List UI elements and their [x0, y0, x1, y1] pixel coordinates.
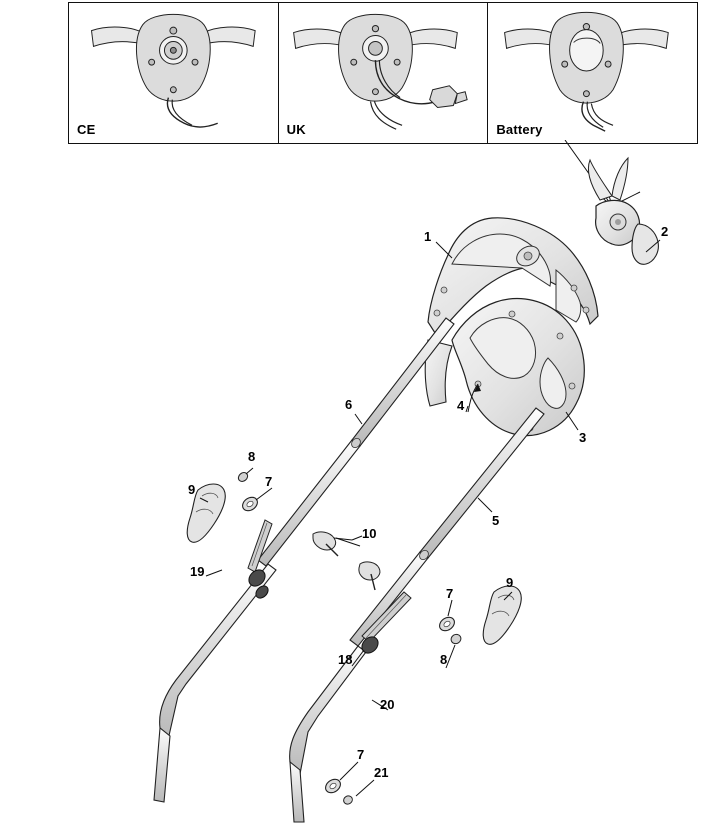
part-19-left-lower-tube [154, 564, 276, 802]
variant-strip [68, 2, 698, 144]
callout-20: 20 [380, 697, 395, 712]
callout-4: 4 [457, 398, 465, 413]
callout-6: 6 [345, 397, 353, 412]
handle-control-ce-icon [69, 3, 278, 143]
callout-9-left: 9 [188, 482, 196, 497]
part-9-handle-grip-right [483, 586, 521, 644]
callout-21: 21 [374, 765, 389, 780]
part-2-control-lever [588, 158, 658, 264]
handle-assembly-exploded-art [0, 140, 726, 829]
callout-7-bottom: 7 [357, 747, 365, 762]
callout-8-left: 8 [248, 449, 256, 464]
callout-7-left: 7 [265, 474, 273, 489]
variant-label-uk: UK [286, 122, 306, 137]
variant-label-ce: CE [77, 122, 96, 137]
part-8-pin-right [449, 633, 462, 646]
part-6-left-upper-tube [258, 318, 454, 566]
callout-3: 3 [579, 430, 587, 445]
part-7-washer-left [240, 494, 260, 513]
callout-2: 2 [661, 224, 669, 239]
variant-cell-uk [279, 3, 489, 143]
callout-5: 5 [492, 513, 500, 528]
callout-8-right: 8 [440, 652, 448, 667]
callout-9-right: 9 [506, 575, 514, 590]
part-20-right-lower-tube [290, 646, 366, 822]
callout-7-right: 7 [446, 586, 454, 601]
handle-control-uk-icon [279, 3, 488, 143]
callout-18: 18 [338, 652, 353, 667]
variant-label-battery: Battery [496, 122, 543, 137]
variant-cell-battery [488, 3, 697, 143]
part-21-washer-pin [323, 776, 354, 805]
callout-1: 1 [424, 229, 432, 244]
callout-19: 19 [190, 564, 205, 579]
variant-cell-ce [69, 3, 279, 143]
callout-10: 10 [362, 526, 377, 541]
part-7-washer-right [437, 614, 457, 633]
